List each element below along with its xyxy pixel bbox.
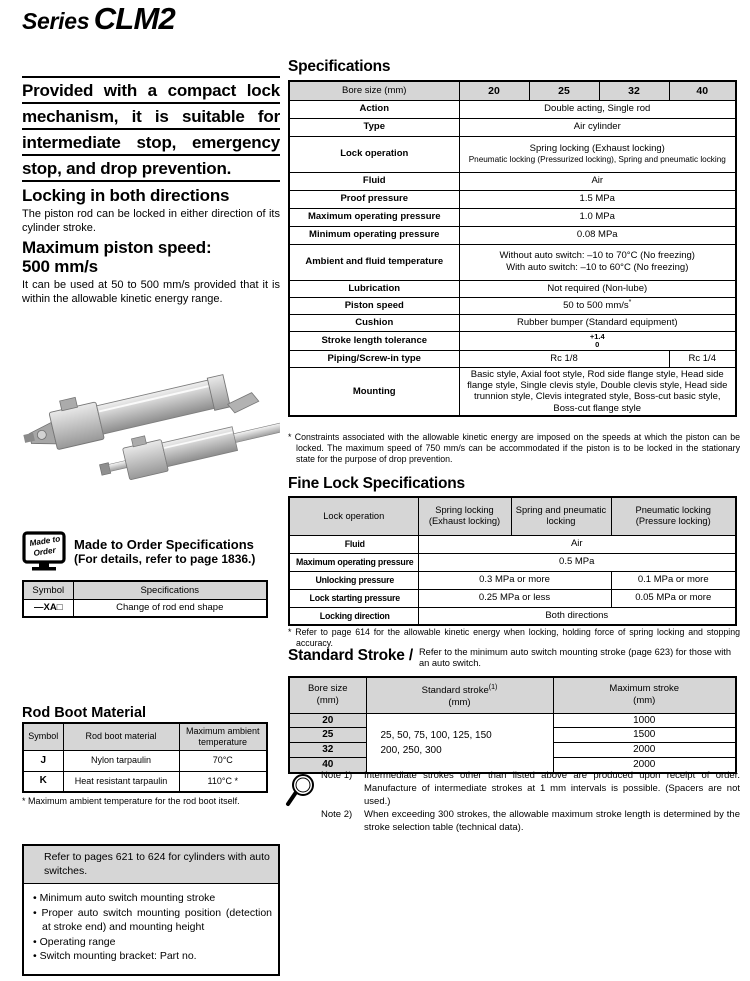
made-to-order-table — [22, 580, 268, 618]
spec-row-value: 1.0 MPa — [459, 208, 736, 226]
rodboot-header-symbol: Symbol — [23, 723, 63, 750]
ss-header-max-line2: (mm) — [633, 695, 656, 707]
auto-switch-bullet: • Proper auto switch mounting position (detection at stroke end) and mounting height — [33, 906, 272, 935]
made-to-order-titles — [74, 537, 255, 567]
ss-max-25: 1500 — [553, 728, 736, 743]
headline-line: stop, and drop prevention. — [22, 156, 280, 182]
ss-stroke-list-line1: 25, 50, 75, 100, 125, 150 — [380, 729, 492, 741]
spec-row-value: Not required (Non-lube) — [459, 280, 736, 297]
series-word: Series — [22, 8, 90, 34]
headline-line: intermediate stop, emergency — [22, 130, 280, 156]
lock-operation-line1: Spring locking (Exhaust locking) — [529, 143, 665, 154]
mto-symbol-cell: —XA□ — [23, 599, 73, 617]
rodboot-header-temp: Maximum ambient temperature — [179, 723, 267, 750]
spec-row-label: Piston speed — [289, 297, 459, 314]
ambient-line1: Without auto switch: –10 to 70°C (No freezing) — [499, 250, 695, 261]
ss-header-standard — [366, 677, 553, 713]
piston-speed-section — [22, 238, 280, 307]
rod-boot-table — [22, 722, 268, 793]
ss-max-20: 1000 — [553, 713, 736, 728]
spec-header-bore-label: Bore size (mm) — [289, 81, 459, 100]
rod-boot-title: Rod Boot Material — [22, 705, 147, 721]
fl-unlocking-pneumatic: 0.1 MPa or more — [611, 571, 736, 589]
standard-stroke-title-note: Refer to the minimum auto switch mounting stroke (page 623) for those with an auto switch. — [418, 647, 732, 669]
spec-row-value: Rubber bumper (Standard equipment) — [459, 314, 736, 331]
headline-block — [22, 76, 280, 182]
spec-row-label: Ambient and fluid temperature — [289, 244, 459, 280]
mto-spec-cell: Change of rod end shape — [73, 599, 267, 617]
standard-stroke-title: Standard Stroke / — [288, 647, 413, 664]
fl-lockstart-spring: 0.25 MPa or less — [418, 589, 611, 607]
note-2-label: Note 2) — [321, 809, 353, 820]
ss-header-standard-line1: Standard stroke$^{(1)}$ — [421, 683, 498, 696]
speed-body: It can be used at 50 to 500 mm/s provided that it is within the allowable kinetic energy range. — [22, 279, 280, 305]
ss-header-bore-line1: Bore size — [307, 683, 348, 695]
auto-switch-bullet: • Operating range — [33, 935, 272, 950]
tolerance-lower: 0 — [595, 339, 600, 349]
piping-value-20-32: Rc 1/8 — [459, 351, 669, 368]
note-1 — [321, 769, 740, 808]
fl-row-label: Lock starting pressure — [289, 589, 418, 607]
footnote-marker: * — [628, 299, 632, 307]
rodboot-temp: 70°C — [179, 750, 267, 771]
spec-row-label: Maximum operating pressure — [289, 208, 459, 226]
lock-operation-line2: Pneumatic locking (Pressurized locking), Spring and pneumatic locking — [468, 155, 726, 164]
spec-header-bore-32: 32 — [599, 81, 669, 100]
rod-boot-footnote: * Maximum ambient temperature for the rod boot itself. — [22, 796, 240, 806]
auto-switch-bullet: • Minimum auto switch mounting stroke — [33, 891, 272, 906]
auto-switch-reference-box — [22, 844, 280, 976]
spec-row-label: Lubrication — [289, 280, 459, 297]
spec-row-label: Cushion — [289, 314, 459, 331]
auto-switch-bullet-list — [24, 884, 278, 974]
fl-row-label: Unlocking pressure — [289, 571, 418, 589]
locking-section — [22, 186, 280, 236]
locking-title: Locking in both directions — [22, 186, 230, 205]
spec-header-bore-20: 20 — [459, 81, 529, 100]
fl-header-label: Lock operation — [289, 497, 418, 535]
speed-title-line1: Maximum piston speed: — [22, 238, 212, 257]
spec-row-value: 0.08 MPa — [459, 226, 736, 244]
fl-row-label: Locking direction — [289, 607, 418, 625]
rodboot-header-material: Rod boot material — [63, 723, 179, 750]
spec-row-label: Mounting — [289, 368, 459, 416]
rodboot-material: Nylon tarpaulin — [63, 750, 179, 771]
rodboot-symbol: K — [23, 771, 63, 792]
ss-max-40: 2000 — [553, 757, 736, 772]
ss-header-standard-line2: (mm) — [448, 696, 471, 708]
note-2-text: When exceeding 300 strokes, the allowable maximum stroke length is determined by the stroke selection table (technical data). — [364, 809, 740, 833]
ss-bore-25: 25 — [289, 728, 366, 743]
made-to-order-icon-text-1: Made to — [28, 534, 61, 548]
spec-row-label: Minimum operating pressure — [289, 226, 459, 244]
fine-lock-title: Fine Lock Specifications — [288, 475, 465, 492]
spec-row-label: Piping/Screw-in type — [289, 351, 459, 368]
headline-line: mechanism, it is suitable for — [22, 104, 280, 130]
auto-switch-box-header: Refer to pages 621 to 624 for cylinders with auto switches. — [24, 846, 278, 884]
series-model: CLM2 — [93, 1, 175, 36]
spec-row-value: 1.5 MPa — [459, 190, 736, 208]
specifications-footnote: * Constraints associated with the allowable kinetic energy are imposed on the speeds at which the piston can be locked. The maximum speed of 750 mm/s can be accommodated if the piston is to be locked in the stationary state for the purpose of drop prevention. — [288, 432, 740, 464]
fl-row-value: 0.5 MPa — [418, 553, 736, 571]
standard-stroke-table — [288, 676, 737, 774]
fl-row-label: Fluid — [289, 535, 418, 553]
cylinder-product-photo — [22, 338, 280, 490]
spec-row-label: Lock operation — [289, 136, 459, 172]
auto-switch-bullet: • Switch mounting bracket: Part no. — [33, 949, 272, 964]
fl-header-pneumatic: Pneumatic locking (Pressure locking) — [611, 497, 736, 535]
ss-max-32: 2000 — [553, 743, 736, 758]
ss-stroke-list-line2: 200, 250, 300 — [380, 744, 442, 756]
spec-row-label: Fluid — [289, 172, 459, 190]
spec-row-value: Double acting, Single rod — [459, 100, 736, 118]
spec-row-value — [459, 331, 736, 351]
spec-row-value: Air cylinder — [459, 118, 736, 136]
note-ref-marker: (1) — [488, 683, 498, 691]
headline-line: Provided with a compact lock — [22, 78, 280, 104]
tolerance-stack — [590, 333, 605, 350]
note-1-label: Note 1) — [321, 770, 353, 781]
ss-header-max — [553, 677, 736, 713]
ss-bore-32: 32 — [289, 743, 366, 758]
magnifier-icon — [285, 772, 317, 810]
spec-header-bore-25: 25 — [529, 81, 599, 100]
rodboot-symbol: J — [23, 750, 63, 771]
standard-stroke-heading — [288, 647, 737, 669]
tolerance-upper: +1.4 — [589, 331, 605, 341]
ambient-line2: With auto switch: –10 to 60°C (No freezing) — [506, 262, 689, 273]
fl-header-spring: Spring locking (Exhaust locking) — [418, 497, 511, 535]
ss-bore-40: 40 — [289, 757, 366, 772]
speed-title-line2: 500 mm/s — [22, 257, 98, 276]
spec-row-label: Action — [289, 100, 459, 118]
spec-row-value: Air — [459, 172, 736, 190]
ss-header-bore-line2: (mm) — [316, 695, 339, 707]
page-title — [22, 1, 175, 36]
note-1-text: Intermediate strokes other than listed above are produced upon receipt of order. Manufacture of intermediate strokes at 1 mm intervals is possible. (Spacers are not used.) — [364, 770, 740, 807]
note-2 — [321, 808, 740, 834]
rodboot-material: Heat resistant tarpaulin — [63, 771, 179, 792]
ss-header-max-line1: Maximum stroke — [609, 683, 680, 695]
ss-stroke-list — [366, 713, 553, 773]
mto-header-symbol: Symbol — [23, 581, 73, 599]
made-to-order-title: Made to Order Specifications — [74, 537, 254, 552]
piston-speed-value: 50 to 500 mm/s — [563, 300, 629, 312]
spec-row-label: Type — [289, 118, 459, 136]
fine-lock-table — [288, 496, 737, 626]
piping-value-40: Rc 1/4 — [669, 351, 736, 368]
notes-body — [321, 769, 740, 834]
specifications-title: Specifications — [288, 58, 391, 75]
spec-row-value — [459, 136, 736, 172]
mounting-value: Basic style, Axial foot style, Rod side flange style, Head side flange style, Single clevis style, Double clevis style, Head side trunnion style, Clevis integrated style, Boss-cut basic style, Boss-cut flange style — [459, 368, 736, 416]
mto-header-specs: Specifications — [73, 581, 267, 599]
fl-row-value: Both directions — [418, 607, 736, 625]
standard-stroke-notes — [288, 769, 740, 834]
fl-row-value: Air — [418, 535, 736, 553]
spec-row-label: Proof pressure — [289, 190, 459, 208]
rodboot-temp: 110°C * — [179, 771, 267, 792]
locking-body: The piston rod can be locked in either direction of its cylinder stroke. — [22, 208, 280, 234]
spec-row-value — [459, 244, 736, 280]
made-to-order-section — [22, 531, 280, 573]
fl-lockstart-pneumatic: 0.05 MPa or more — [611, 589, 736, 607]
fl-header-spring-pneumatic: Spring and pneumatic locking — [511, 497, 611, 535]
spec-row-label: Stroke length tolerance — [289, 331, 459, 351]
ss-header-bore — [289, 677, 366, 713]
fine-lock-footnote: * Refer to page 614 for the allowable kinetic energy when locking, holding force of spring locking and stopping accuracy. — [288, 627, 740, 648]
made-to-order-icon-text-2: Order — [32, 545, 57, 558]
fl-row-label: Maximum operating pressure — [289, 553, 418, 571]
spec-row-value — [459, 297, 736, 314]
spec-header-bore-40: 40 — [669, 81, 736, 100]
ss-bore-20: 20 — [289, 713, 366, 728]
made-to-order-subtitle: (For details, refer to page 1836.) — [74, 552, 256, 566]
made-to-order-icon — [22, 531, 66, 573]
specifications-table — [288, 80, 737, 417]
fl-unlocking-spring: 0.3 MPa or more — [418, 571, 611, 589]
